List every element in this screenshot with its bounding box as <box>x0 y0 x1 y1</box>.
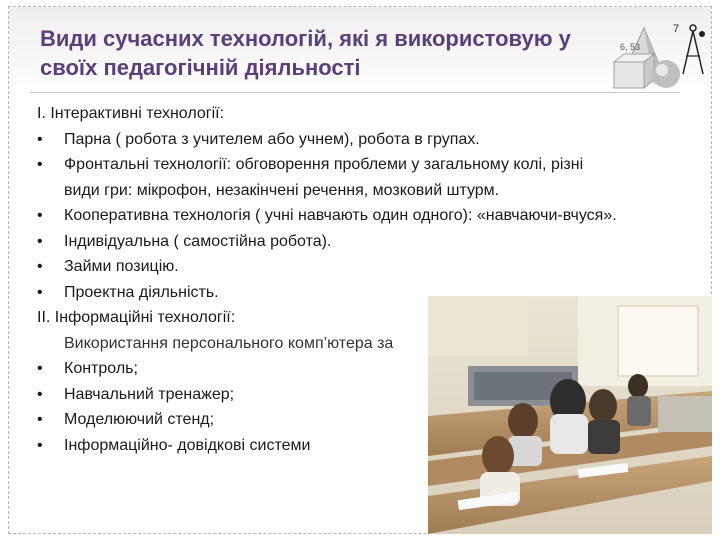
list-item <box>37 254 717 280</box>
bullet: • <box>37 283 43 301</box>
section-1-heading: І. Інтерактивні технології: <box>37 105 225 122</box>
list-item-text: Проектна діяльність. <box>64 283 219 301</box>
section-2-heading: ІІ. Інформаційні технології: <box>37 309 236 326</box>
bullet: • <box>37 130 43 148</box>
list-item-text: Парна ( робота з учителем або учнем), робота в групах. <box>64 130 480 148</box>
list-item-text: Індивідуальна ( самостійна робота). <box>64 232 332 250</box>
list-item-text: Інформаційно- довідкові системи <box>64 436 311 454</box>
list-item <box>37 280 717 306</box>
slide-title <box>40 24 630 82</box>
list-item <box>37 382 717 408</box>
bullet: • <box>37 156 43 173</box>
title-line-2: своїх педагогічній діяльності <box>40 55 361 80</box>
title-line-1: Види сучасних технологій, які я використовую у <box>40 26 571 51</box>
bullet: • <box>37 232 43 250</box>
list-item <box>37 127 717 153</box>
bullet: • <box>37 207 43 224</box>
bullet: • <box>37 385 43 403</box>
bullet: • <box>37 360 43 377</box>
section-2-intro: Використання персонального комп’ютера за <box>64 334 394 352</box>
list-item-continuation: види гри: мікрофон, незакінчені речення, мозковий штурм. <box>64 181 500 199</box>
list-item <box>37 356 717 382</box>
list-item-text: Навчальний тренажер; <box>64 385 235 403</box>
bullet: • <box>37 411 43 428</box>
slide-content <box>37 101 717 458</box>
list-item-text: Займи позицію. <box>64 258 179 275</box>
bullet: • <box>37 258 43 275</box>
list-item <box>37 152 717 178</box>
list-item-text: Моделюючий стенд; <box>64 411 215 428</box>
list-item <box>37 229 717 255</box>
compass-icon <box>678 22 708 78</box>
svg-text:6, 53: 6, 53 <box>620 42 641 52</box>
list-item <box>37 433 717 459</box>
list-item-text: Контроль; <box>64 360 138 377</box>
list-item <box>37 407 717 433</box>
title-divider <box>30 92 680 93</box>
list-item <box>37 203 717 229</box>
list-item-text: Фронтальні технології: обговорення проблеми у загальному колі, різні <box>64 156 584 173</box>
svg-text:7: 7 <box>673 23 680 35</box>
bullet: • <box>37 436 43 454</box>
list-item-text: Кооперативна технологія ( учні навчають один одного): «навчаючи-вчуся». <box>64 207 617 224</box>
